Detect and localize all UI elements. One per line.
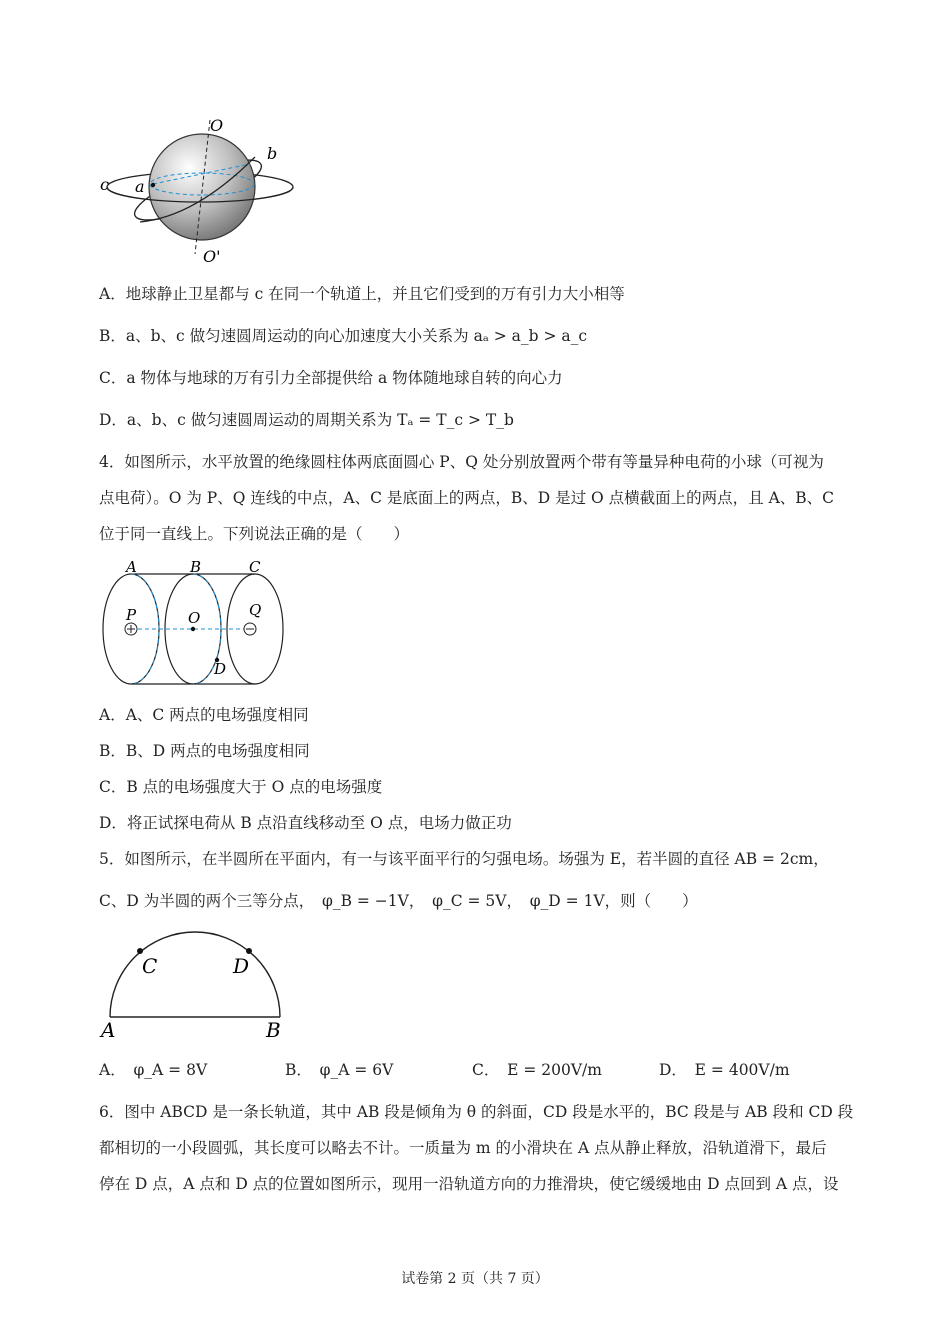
label-P: P — [126, 606, 137, 624]
q5-stem-line-2: C、D 为半圆的两个三等分点， φ_B = −1V， φ_C = 5V， φ_D = 1V，则（ ） — [99, 892, 698, 910]
earth-sphere — [149, 134, 255, 240]
label-C: C — [142, 954, 158, 978]
q3-option-b: B．a、b、c 做匀速圆周运动的向心加速度大小关系为 aₐ > a_b > a_c — [99, 327, 588, 345]
semicircle-arc — [110, 932, 280, 1017]
q4-option-b: B．B、D 两点的电场强度相同 — [99, 742, 310, 760]
label-O-bottom: O' — [203, 247, 221, 266]
q4-stem-line-3: 位于同一直线上。下列说法正确的是（ ） — [99, 525, 410, 543]
semicircle-figure — [98, 925, 293, 1045]
label-D: D — [233, 954, 250, 978]
label-A: A — [101, 1018, 116, 1042]
earth-orbit-figure — [95, 112, 310, 267]
point-a — [151, 183, 155, 187]
label-a: a — [135, 177, 145, 196]
q6-stem-line-3: 停在 D 点，A 点和 D 点的位置如图所示，现用一沿轨道方向的力推滑块，使它缓缓地由 D 点回到 A 点，设 — [99, 1175, 839, 1193]
label-b: b — [267, 144, 278, 163]
page-footer: 试卷第 2 页（共 7 页） — [401, 1271, 549, 1287]
q4-option-a: A．A、C 两点的电场强度相同 — [99, 706, 309, 724]
q4-option-d: D．将正试探电荷从 B 点沿直线移动至 O 点，电场力做正功 — [99, 814, 512, 832]
label-O: O — [188, 609, 201, 627]
q3-option-a: A．地球静止卫星都与 c 在同一个轨道上，并且它们受到的万有引力大小相等 — [99, 285, 625, 303]
label-O-top: O — [210, 116, 224, 135]
q5-option-c: C． E = 200V/m — [472, 1061, 602, 1079]
label-B: B — [190, 560, 202, 576]
label-C: C — [249, 560, 261, 576]
q4-option-c: C．B 点的电场强度大于 O 点的电场强度 — [99, 778, 383, 796]
label-B: B — [266, 1018, 281, 1042]
q5-option-b: B． φ_A = 6V — [285, 1061, 394, 1079]
q5-option-d: D． E = 400V/m — [659, 1061, 790, 1079]
label-D: D — [214, 660, 227, 678]
label-c: c — [100, 175, 109, 194]
point-O — [191, 627, 195, 631]
q3-option-d: D．a、b、c 做匀速圆周运动的周期关系为 Tₐ = T_c > T_b — [99, 411, 514, 429]
q5-option-a: A． φ_A = 8V — [99, 1061, 208, 1079]
q4-stem-line-2: 点电荷）。O 为 P、Q 连线的中点，A、C 是底面上的两点，B、D 是过 O 点横截面上的两点，且 A、B、C — [99, 489, 835, 507]
q5-stem-line-1: 5．如图所示，在半圆所在平面内，有一与该平面平行的匀强电场。场强为 E，若半圆的直径 AB = 2cm， — [99, 850, 829, 868]
label-A: A — [126, 560, 137, 576]
q3-option-c: C．a 物体与地球的万有引力全部提供给 a 物体随地球自转的向心力 — [99, 369, 563, 387]
label-Q: Q — [249, 601, 262, 619]
q6-stem-line-1: 6．图中 ABCD 是一条长轨道，其中 AB 段是倾角为 θ 的斜面，CD 段是水平的，BC 段是与 AB 段和 CD 段 — [99, 1103, 854, 1121]
cylinder-figure — [98, 560, 288, 692]
q6-stem-line-2: 都相切的一小段圆弧，其长度可以略去不计。一质量为 m 的小滑块在 A 点从静止释放，沿轨道滑下，最后 — [99, 1139, 827, 1157]
q4-stem-line-1: 4．如图所示，水平放置的绝缘圆柱体两底面圆心 P、Q 处分别放置两个带有等量异种电荷的小球（可视为 — [99, 453, 824, 471]
